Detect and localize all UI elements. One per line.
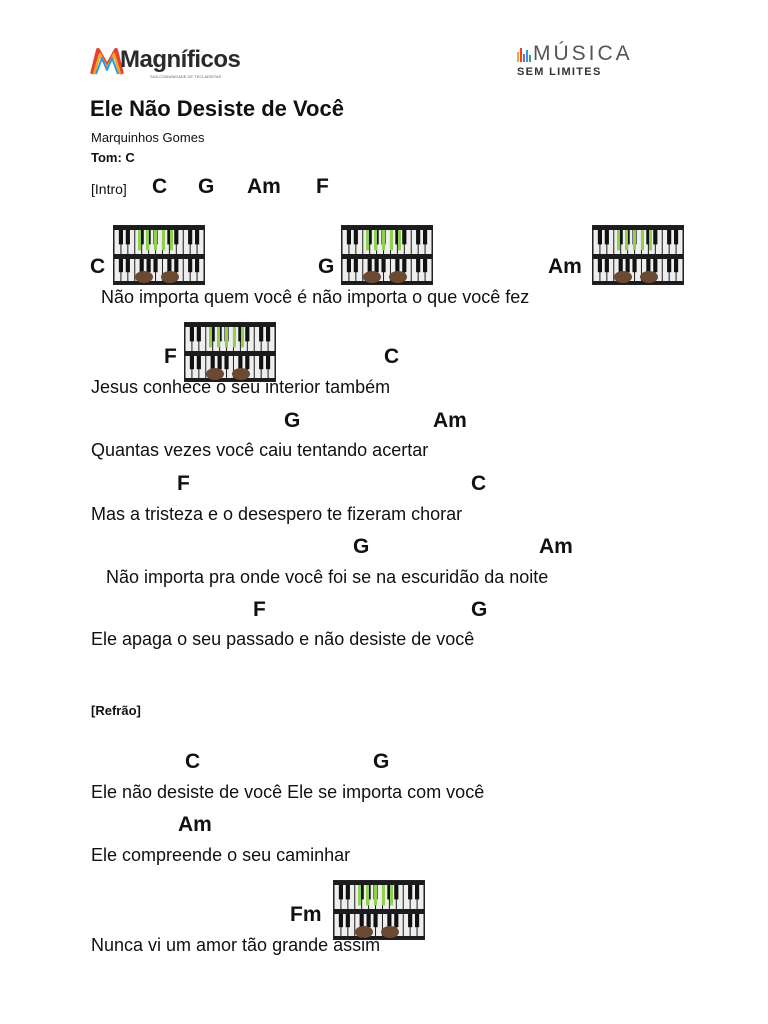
chord-label: C — [471, 472, 487, 495]
magnificos-m-icon — [90, 46, 124, 76]
lyric-line: Ele apaga o seu passado e não desiste de você — [91, 629, 475, 649]
piano-chord-diagram — [333, 880, 425, 940]
chord-label: Am — [433, 409, 467, 432]
chord-label: G — [471, 598, 488, 621]
chord-label: C — [90, 255, 106, 278]
chord-label: G — [284, 409, 301, 432]
chord-label: Am — [539, 535, 573, 558]
lyric-line: Quantas vezes você caiu tentando acertar — [91, 440, 429, 460]
piano-keys-graphic — [185, 323, 275, 381]
piano-chord-diagram — [113, 225, 205, 285]
lyric-line: Ele não desiste de você Ele se importa com você — [91, 782, 485, 802]
musica-wordmark: MÚSICA — [533, 42, 633, 65]
chord-label: C — [384, 345, 400, 368]
chord-label: Fm — [290, 903, 322, 926]
piano-keys-graphic — [334, 881, 424, 939]
musica-sem-limites-logo — [515, 42, 633, 82]
piano-chord-diagram — [592, 225, 684, 285]
chord-label: Am — [548, 255, 582, 278]
piano-keys-graphic — [114, 226, 204, 284]
lyric-line: Nunca vi um amor tão grande assim — [91, 935, 381, 955]
lyric-line: Ele compreende o seu caminhar — [91, 845, 351, 865]
magnificos-tagline: SUA COMUNIDADE DE TECLADISTAS — [150, 74, 222, 79]
intro-chord: C — [152, 175, 168, 198]
chord-label: C — [185, 750, 201, 773]
sem-limites-wordmark: SEM LIMITES — [517, 66, 602, 78]
chord-label: F — [177, 472, 190, 495]
lyric-line: Mas a tristeza e o desespero te fizeram chorar — [91, 504, 463, 524]
piano-keys-graphic — [342, 226, 432, 284]
lyric-line: Não importa pra onde você foi se na escuridão da noite — [106, 567, 549, 587]
lyric-line: Não importa quem você é não importa o que você fez — [101, 287, 530, 307]
intro-label: [Intro] — [91, 181, 127, 197]
intro-chord: G — [198, 175, 215, 198]
song-title: Ele Não Desiste de Você — [90, 96, 344, 121]
chord-label: G — [353, 535, 370, 558]
piano-keys-graphic — [593, 226, 683, 284]
chord-label: Am — [178, 813, 212, 836]
equalizer-bars-icon — [517, 46, 533, 62]
magnificos-logo — [90, 44, 240, 80]
intro-chord: Am — [247, 175, 281, 198]
lyric-line: Jesus conhece o seu interior também — [91, 377, 391, 397]
chord-label: F — [164, 345, 177, 368]
song-key: Tom: C — [91, 150, 135, 165]
chord-label: F — [253, 598, 266, 621]
song-artist: Marquinhos Gomes — [91, 130, 205, 145]
chord-label: G — [318, 255, 335, 278]
piano-chord-diagram — [184, 322, 276, 382]
chord-label: G — [373, 750, 390, 773]
section-label: [Refrão] — [91, 703, 141, 718]
piano-chord-diagram — [341, 225, 433, 285]
magnificos-wordmark: Magníficos — [120, 46, 241, 73]
intro-chord: F — [316, 175, 329, 198]
